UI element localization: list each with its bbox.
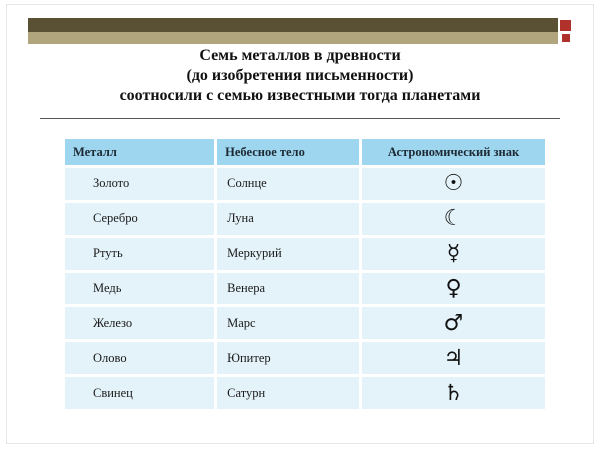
table-row [64, 376, 547, 411]
table-header-row [64, 138, 547, 167]
table-row [64, 271, 547, 306]
title-underline [40, 118, 560, 119]
cell-metal: Олово [64, 341, 216, 376]
top-decorative-bar-dark [28, 18, 558, 32]
cell-celestial-body: Юпитер [216, 341, 361, 376]
header-celestial-body: Небесное тело [216, 138, 361, 167]
moon-symbol-icon: ☾ [361, 201, 547, 236]
cell-celestial-body: Луна [216, 201, 361, 236]
cell-metal: Золото [64, 167, 216, 202]
cell-metal: Серебро [64, 201, 216, 236]
jupiter-symbol-icon: ♃ [361, 341, 547, 376]
title-line-2: (до изобретения письменности) [186, 67, 414, 84]
cell-celestial-body: Меркурий [216, 236, 361, 271]
decorative-square-small [562, 34, 570, 42]
cell-celestial-body: Марс [216, 306, 361, 341]
cell-celestial-body: Сатурн [216, 376, 361, 411]
title-line-3: соотносили с семью известными тогда планетами [119, 87, 481, 104]
table-row [64, 306, 547, 341]
title-line-1: Семь металлов в древности [199, 47, 401, 64]
header-metal: Металл [64, 138, 216, 167]
cell-metal: Свинец [64, 376, 216, 411]
table-row [64, 341, 547, 376]
cell-celestial-body: Венера [216, 271, 361, 306]
cell-metal: Медь [64, 271, 216, 306]
cell-metal: Железо [64, 306, 216, 341]
table-row [64, 236, 547, 271]
top-decorative-bar-olive [28, 32, 558, 44]
header-astronomical-sign: Астрономический знак [361, 138, 547, 167]
saturn-symbol-icon: ♄ [361, 376, 547, 411]
metals-table [62, 136, 548, 412]
cell-metal: Ртуть [64, 236, 216, 271]
metals-table-container [62, 136, 548, 412]
mercury-symbol-icon: ☿ [361, 236, 547, 271]
decorative-square-large [560, 20, 571, 31]
venus-symbol-icon: ♀ [361, 271, 547, 306]
mars-symbol-icon: ♂ [361, 306, 547, 341]
table-row [64, 201, 547, 236]
slide-title [40, 46, 560, 106]
cell-celestial-body: Солнце [216, 167, 361, 202]
table-row [64, 167, 547, 202]
sun-symbol-icon: ☉ [361, 167, 547, 202]
